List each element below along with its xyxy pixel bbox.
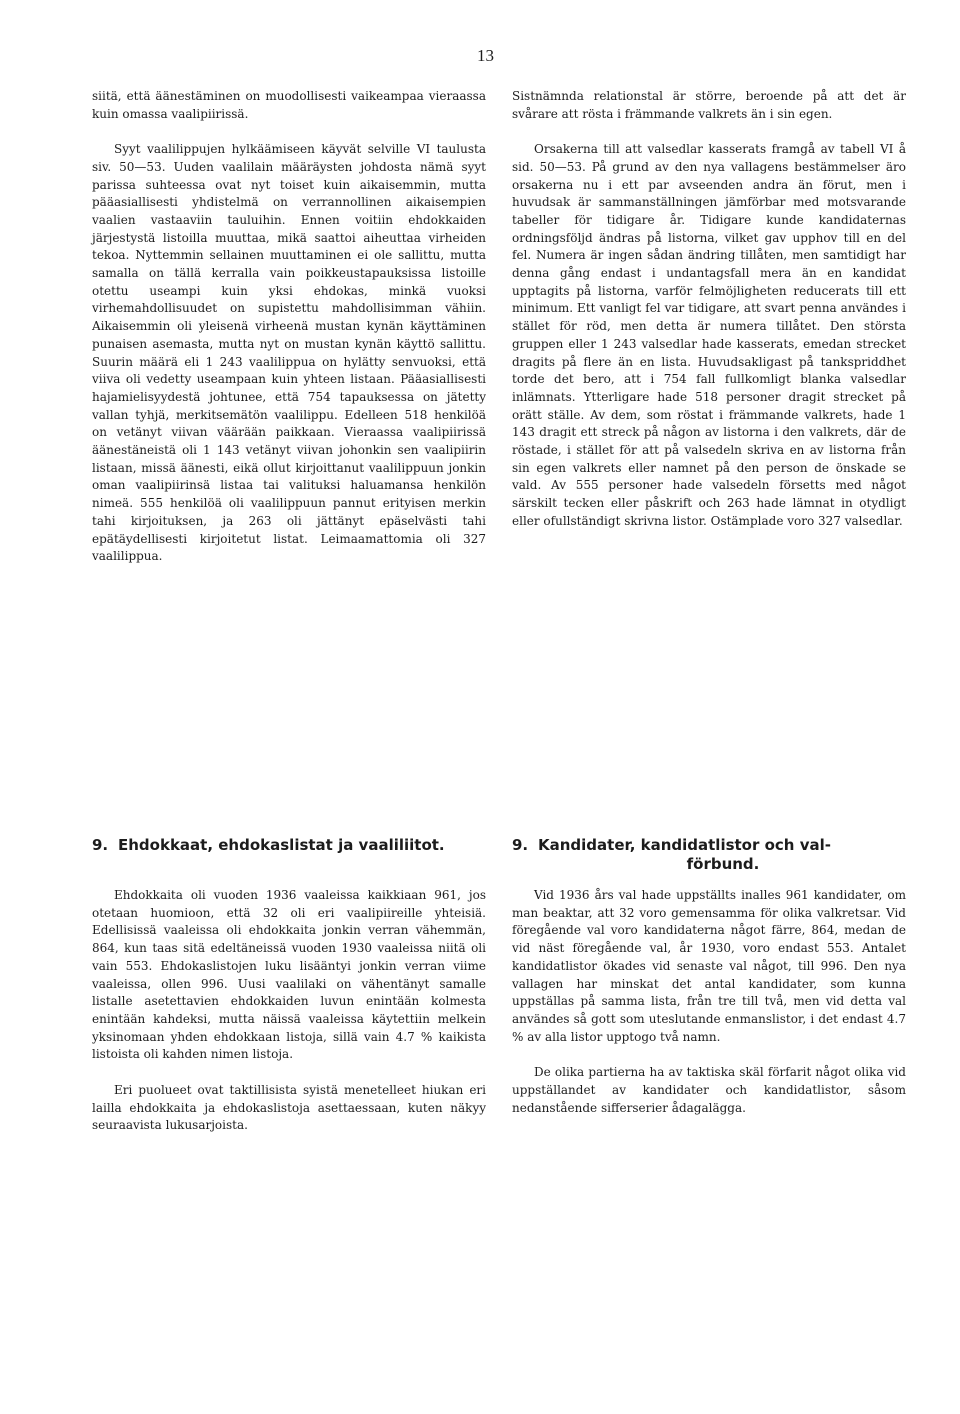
- finnish-paragraph-rejected-ballots: Syyt vaalilippujen hylkäämiseen käyvät selville VI taulusta siv. 50—53. Uuden vaalilain määräysten johdosta nämä syyt parissa suhteessa ovat nyt toiset kuin aikaisemmin, mutta pääasiallisesti yhdistelmä on verrannollinen aikaisempien vaalien vastaaviin tauluihin. Ennen voitiin ehdokkaiden järjestystä listoilla muuttaa, mikä saattoi aiheuttaa virheiden tekoa. Nyttemmin sellainen muuttaminen ei ole sallittu, mutta samalla on tällä kerralla vain poikkeustapauksissa listoille otettu useampi kuin yksi ehdokas, minkä vuoksi virhemahdollisuudet on supistettu mahdollisimman vähiin. Aikaisemmin oli yleisenä virheenä mustan kynän käyttäminen punaisen asemasta, mutta nyt on mustan kynän käyttö sallittu. Suurin määrä eli 1 243 vaalilippua on hylätty senvuoksi, että viiva oli vedetty useampaan kuin yhteen listaan. Pääasiallisesti hajamielisyydestä johtunee, että 754 tapauksessa on jätetty vallan tyhjä, merkitsemätön vaalilippu. Edelleen 518 henkilöä on vetänyt viivan väärään paikkaan. Vieraassa vaalipiirissä äänestäneistä oli 1 143 vetänyt viivan johonkin sen vaalipiirin listaan, missä äänesti, eikä ollut kirjoittanut vaalilippuun jonkin oman vaalipiirinsä listaa tai valituksi haluamansa henkilön nimeä. 555 henkilöä oli vaalilippuun pannut erityisen merkin tahi kirjoituksen, ja 263 oli jättänyt epäselvästi tahi epätäydellisesti kirjoitetut listat. Leimaamattomia oli 327 vaalilippua.: [92, 142, 486, 564]
- swedish-column-top: [512, 88, 906, 531]
- swedish-section-number: 9.: [512, 836, 529, 854]
- finnish-paragraph-continued: siitä, että äänestäminen on muodollisesti vaikeampaa vieraassa kuin omassa vaalipiirissä.: [92, 89, 486, 121]
- finnish-section-title: Ehdokkaat, ehdokaslistat ja vaaliliitot.: [118, 836, 445, 854]
- finnish-column-section: [92, 887, 486, 1135]
- swedish-section-title-line2: förbund.: [686, 855, 760, 873]
- swedish-column-section: [512, 887, 906, 1117]
- finnish-section-heading: [92, 836, 492, 855]
- swedish-section-heading: [512, 836, 904, 874]
- swedish-section-title-line1: Kandidater, kandidatlistor och val-: [538, 836, 831, 854]
- swedish-paragraph-continued: Sistnämnda relationstal är större, beroende på att det är svårare att rösta i främmande valkrets än i sin egen.: [512, 89, 906, 121]
- swedish-paragraph-candidates: Vid 1936 års val hade uppställts inalles 961 kandidater, om man beaktar, att 32 voro gemensamma för olika valkretsar. Vid föregående val voro kandidaterna något färre, 864, medan de vid näst föregående val, år 1930, voro endast 553. Antalet kandidatlistor ökades vid senaste val något, till 996. Den nya vallagen har minskat det antal kandidater, som kunna uppställas på samma lista, från tre till två, men vid detta val användes så gott som uteslutande enmanslistor, i det endast 4.7 % av alla listor upptogo två namn.: [512, 888, 906, 1044]
- swedish-paragraph-rejected-ballots: Orsakerna till att valsedlar kasserats framgå av tabell VI å sid. 50—53. På grund av den nya vallagens bestämmelser äro orsakerna nu i ett par avseenden andra än förut, men i huvudsak är sammanställningen jämförbar med motsvarande tabeller för tidigare år. Tidigare kunde kandidaternas ordningsföljd ändras på listorna, vilket gav upphov till en del fel. Numera är ingen sådan ändring tillåten, men samtidigt har denna gång endast i undantagsfall mera än en kandidat upptagits på listorna, varför felmöjligheten reducerats till ett minimum. Ett vanligt fel var tidigare, att svart penna användes i stället för röd, men detta är numera tillåtet. Den största gruppen eller 1 243 valsedlar hade kasserats, emedan strecket dragits på flere än en lista. Huvudsakligast på tankspriddhet torde det bero, att i 754 fall fullkomligt blanka valsedlar inlämnats. Ytterligare hade 518 personer dragit strecket på orätt ställe. Av dem, som röstat i främmande valkrets, hade 1 143 dragit ett streck på någon av listorna i den valkrets, där de röstade, i stället för att på valsedeln skriva en av listorna från sin egen valkrets eller namnet på den person de önskade se vald. Av 555 personer hade valsedeln försetts med något särskilt tecken eller påskrift och 263 hade lämnat in otydligt eller ofullständigt skrivna listor. Ostämplade voro 327 valsedlar.: [512, 142, 906, 528]
- finnish-paragraph-candidates: Ehdokkaita oli vuoden 1936 vaaleissa kaikkiaan 961, jos otetaan huomioon, että 32 oli eri vaalipiireille yhteisiä. Edellisissä vaaleissa oli ehdokkaita jonkin verran vähemmän, 864, kun taas sitä edeltäneissä vuoden 1930 vaaleissa niitä oli vain 553. Ehdokaslistojen luku lisääntyi jonkin verran viime vaaleissa, ollen 996. Uusi vaalilaki on vähentänyt samalle listalle asetettavien ehdokkaiden luvun enintään kolmesta enintään kahdeksi, mutta näissä vaaleissa käytettiin melkein yksinomaan yhden ehdokkaan listoja, sillä vain 4.7 % kaikista listoista oli kahden nimen listoja.: [92, 888, 486, 1062]
- finnish-column-top: [92, 88, 486, 566]
- finnish-paragraph-parties: Eri puolueet ovat taktillisista syistä menetelleet hiukan eri lailla ehdokkaita ja ehdokaslistoja asettaessaan, kuten näkyy seuraavista lukusarjoista.: [92, 1083, 486, 1133]
- page-number: 13: [477, 46, 494, 65]
- swedish-paragraph-parties: De olika partierna ha av taktiska skäl förfarit något olika vid uppställandet av kandidater och kandidatlistor, såsom nedanstående sifferserier ådagalägga.: [512, 1065, 906, 1115]
- finnish-section-number: 9.: [92, 836, 109, 854]
